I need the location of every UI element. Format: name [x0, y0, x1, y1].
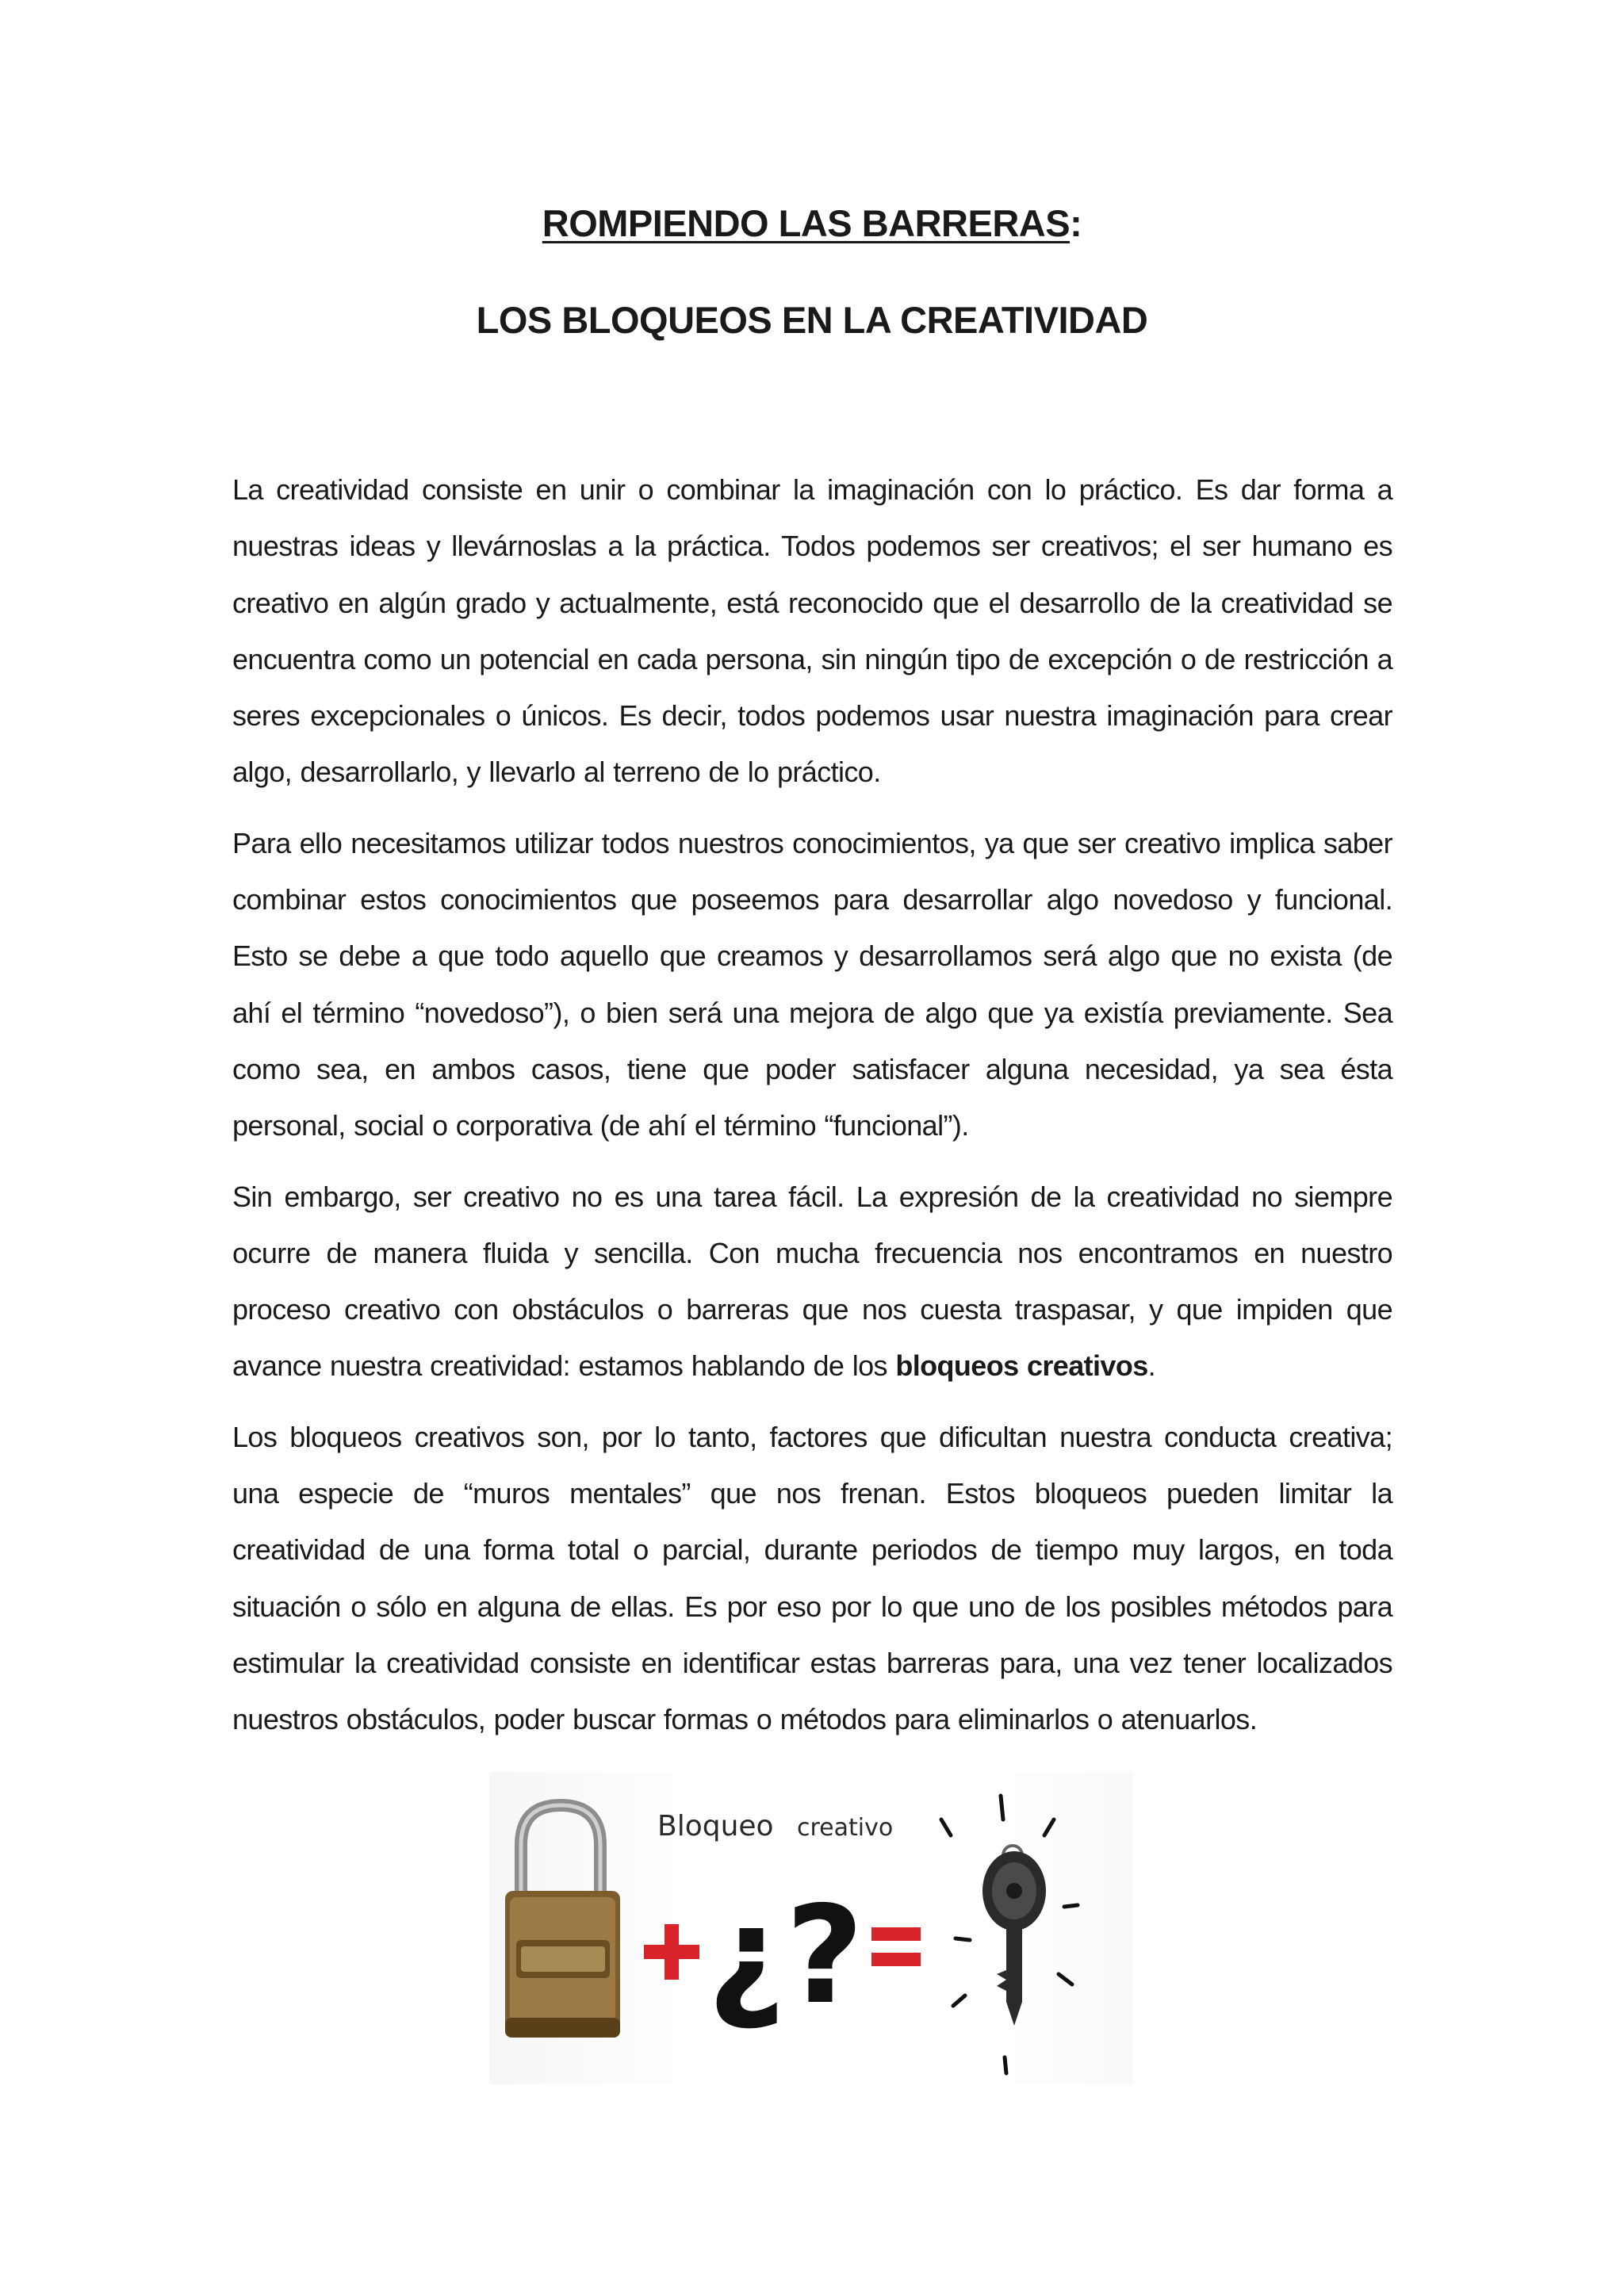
caption-bloqueo: Bloqueo	[657, 1810, 774, 1843]
paragraph-4: Los bloqueos creativos son, por lo tanto, factores que dificultan nuestra conducta creativa; una especie de “muros mentales” que nos frenan. Estos bloqueos pueden limitar la creatividad de una forma total o parcial, durante periodos de tiempo muy largos, en toda situación o sólo en alguna de ellas. Es por eso por lo que uno de los posibles métodos para estimular la creatividad consiste en identificar estas barreras para, una vez tener localizados nuestros obstáculos, poder buscar formas o métodos para eliminarlos o atenuarlos.	[232, 1420, 1392, 1736]
key-icon	[982, 1846, 1046, 2026]
paragraph-3-end: .	[1147, 1349, 1156, 1383]
title-line-1	[0, 200, 1624, 247]
paragraph-3-text: Sin embargo, ser creativo no es una tarea fácil. La expresión de la creatividad no siempre ocurre de manera fluida y sencilla. Con mucha frecuencia nos encontramos en nuestro proceso creativo con obstáculos o barreras que nos cuesta traspasar, y que impiden que avance nuestra creatividad: estamos hablando de los	[232, 1180, 1392, 1383]
paragraph-3	[232, 1169, 1392, 1395]
title-colon: :	[1070, 202, 1082, 244]
paragraph-1: La creatividad consiste en unir o combinar la imaginación con lo práctico. Es dar forma a nuestras ideas y llevárnoslas a la práctica. Todos podemos ser creativos; el ser humano es creativo en algún grado y actualmente, está reconocido que el desarrollo de la creatividad se encuentra como un potencial en cada persona, sin ningún tipo de excepción o de restricción a seres excepcionales o únicos. Es decir, todos podemos usar nuestra imaginación para crear algo, desarrollarlo, y llevarlo al terreno de lo práctico.	[232, 473, 1392, 789]
caption-creativo: creativo	[797, 1814, 894, 1842]
title-main: ROMPIENDO LAS BARRERAS	[542, 202, 1071, 244]
question-marks: ¿?	[707, 1877, 864, 2034]
body-text	[232, 461, 1392, 1762]
creative-block-illustration	[489, 1772, 1133, 2084]
plus-icon	[644, 1924, 699, 1980]
equals-icon	[871, 1927, 921, 1966]
document-title	[0, 200, 1624, 344]
padlock-icon	[505, 1805, 620, 2038]
bold-term: bloqueos creativos	[895, 1349, 1148, 1383]
illustration-svg	[489, 1772, 1133, 2084]
paragraph-2: Para ello necesitamos utilizar todos nuestros conocimientos, ya que ser creativo implica saber combinar estos conocimientos que poseemos para desarrollar algo novedoso y funcional. Esto se debe a que todo aquello que creamos y desarrollamos será algo que no exista (de ahí el término “novedoso”), o bien será una mejora de algo que ya existía previamente. Sea como sea, en ambos casos, tiene que poder satisfacer alguna necesidad, ya sea ésta personal, social o corporativa (de ahí el término “funcional”).	[232, 826, 1392, 1142]
title-subtitle: LOS BLOQUEOS EN LA CREATIVIDAD	[476, 299, 1148, 341]
